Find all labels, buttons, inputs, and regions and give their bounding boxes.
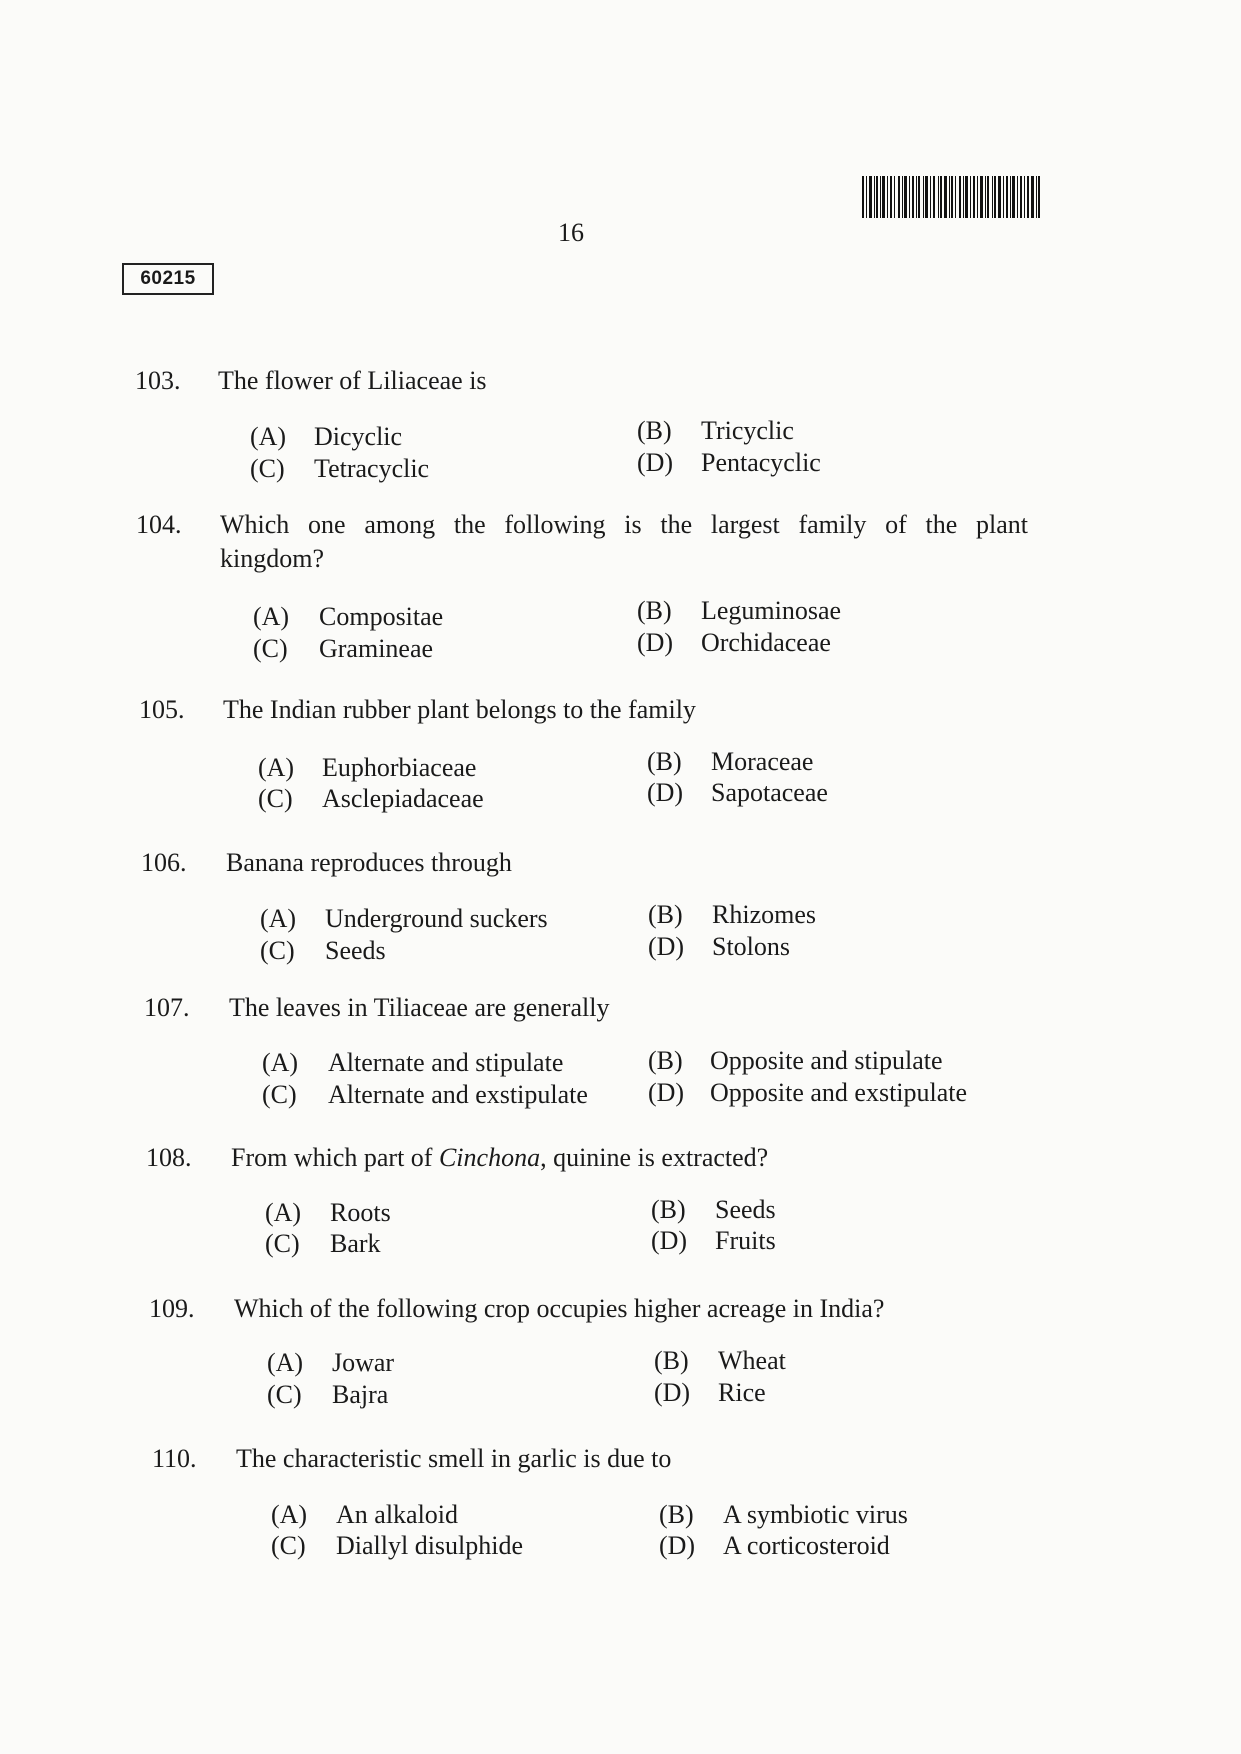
option-label: (B) [659, 1500, 694, 1529]
question-number: 104. [136, 510, 182, 539]
option-label: (C) [271, 1531, 306, 1560]
option-label: (D) [648, 1078, 685, 1107]
option-label: (A) [253, 602, 290, 631]
option-text: Opposite and stipulate [710, 1046, 943, 1075]
option-label: (C) [253, 634, 288, 663]
question-number: 103. [135, 366, 181, 395]
option-text: Fruits [715, 1226, 776, 1255]
option-label: (D) [654, 1378, 691, 1407]
option-text: A symbiotic virus [723, 1500, 908, 1529]
option-text: Tetracyclic [314, 454, 430, 483]
option-label: (A) [250, 422, 287, 451]
option-text: Bajra [332, 1380, 389, 1409]
question-text: Which one among the following is the largest family of the plant [220, 510, 1028, 539]
question-text: The Indian rubber plant belongs to the family [223, 695, 696, 724]
option-label: (C) [267, 1380, 302, 1409]
option-text: Stolons [712, 932, 791, 961]
option-text: Dicyclic [314, 422, 403, 451]
option-text: Alternate and stipulate [328, 1048, 564, 1077]
question-number: 105. [139, 695, 185, 724]
option-label: (B) [651, 1195, 686, 1224]
option-label: (B) [654, 1346, 689, 1375]
option-label: (D) [651, 1226, 688, 1255]
paper-code: 60215 [122, 263, 214, 295]
option-label: (A) [258, 753, 295, 782]
option-text: Gramineae [319, 634, 434, 663]
option-label: (B) [648, 1046, 683, 1075]
option-label: (D) [647, 778, 684, 807]
option-label: (A) [265, 1198, 302, 1227]
question-text: Which of the following crop occupies higher acreage in India? [234, 1294, 885, 1323]
option-text: Tricyclic [701, 416, 794, 445]
option-text: Pentacyclic [701, 448, 821, 477]
option-text: Seeds [325, 936, 386, 965]
question-number: 109. [149, 1294, 195, 1323]
option-text: Rice [718, 1378, 766, 1407]
barcode [862, 176, 1040, 218]
option-label: (B) [637, 416, 672, 445]
option-label: (B) [637, 596, 672, 625]
option-text: Underground suckers [325, 904, 548, 933]
option-label: (A) [267, 1348, 304, 1377]
option-text: Roots [330, 1198, 391, 1227]
option-text: Euphorbiaceae [322, 753, 477, 782]
option-label: (C) [260, 936, 295, 965]
option-text: Opposite and exstipulate [710, 1078, 968, 1107]
option-text: Diallyl disulphide [336, 1531, 524, 1560]
option-label: (A) [262, 1048, 299, 1077]
option-label: (C) [258, 784, 293, 813]
page-number: 16 [558, 218, 584, 247]
option-label: (A) [260, 904, 297, 933]
question-text: The characteristic smell in garlic is due to [236, 1444, 672, 1473]
option-label: (A) [271, 1500, 308, 1529]
option-label: (C) [262, 1080, 297, 1109]
option-label: (D) [648, 932, 685, 961]
option-text: Alternate and exstipulate [328, 1080, 588, 1109]
option-text: Compositae [319, 602, 444, 631]
option-text: Leguminosae [701, 596, 842, 625]
question-number: 106. [141, 848, 187, 877]
option-label: (C) [250, 454, 285, 483]
question-text: The leaves in Tiliaceae are generally [229, 993, 610, 1022]
question-text-continued: kingdom? [220, 544, 324, 573]
question-text: From which part of Cinchona, quinine is extracted? [231, 1143, 769, 1172]
option-label: (D) [637, 448, 674, 477]
option-label: (C) [265, 1229, 300, 1258]
option-text: Jowar [332, 1348, 395, 1377]
option-label: (D) [659, 1531, 696, 1560]
option-text: Orchidaceae [701, 628, 831, 657]
option-text: Moraceae [711, 747, 814, 776]
question-number: 108. [146, 1143, 192, 1172]
question-text: Banana reproduces through [226, 848, 512, 877]
option-label: (B) [648, 900, 683, 929]
option-text: Asclepiadaceae [322, 784, 484, 813]
question-text: The flower of Liliaceae is [218, 366, 487, 395]
question-number: 110. [152, 1444, 197, 1473]
option-text: Sapotaceae [711, 778, 828, 807]
option-text: Seeds [715, 1195, 776, 1224]
option-text: Bark [330, 1229, 381, 1258]
question-number: 107. [144, 993, 190, 1022]
option-text: An alkaloid [336, 1500, 459, 1529]
option-label: (B) [647, 747, 682, 776]
option-text: A corticosteroid [723, 1531, 890, 1560]
option-label: (D) [637, 628, 674, 657]
option-text: Rhizomes [712, 900, 816, 929]
option-text: Wheat [718, 1346, 786, 1375]
